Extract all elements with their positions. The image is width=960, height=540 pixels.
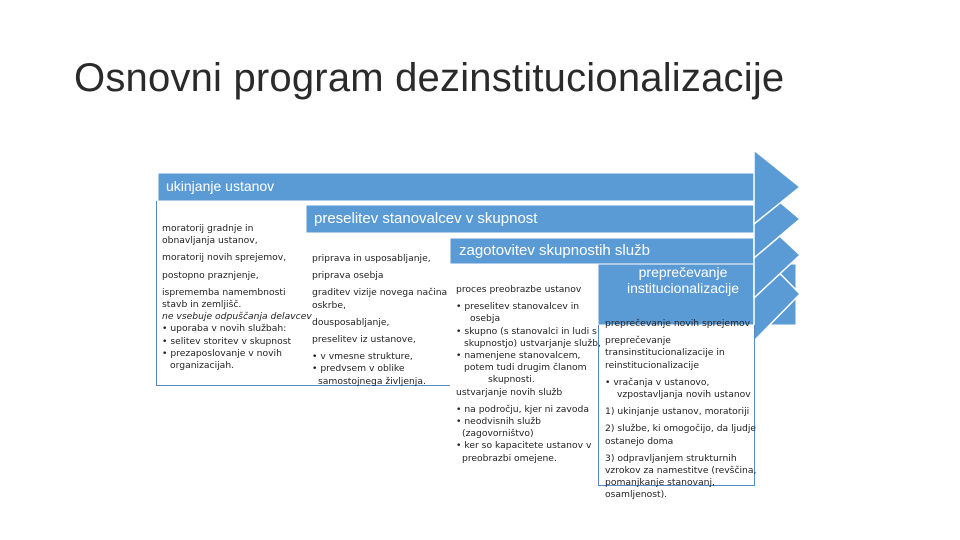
list-item: ustvarjanje novih služb: [456, 386, 563, 398]
list-item: potem tudi drugim članom: [464, 362, 587, 374]
list-item: skupnostjo) ustvarjanje služb,: [464, 337, 601, 349]
list-item: • vračanja v ustanovo,: [605, 376, 710, 388]
list-item: osebja: [470, 313, 501, 325]
list-item: vzpostavljanja novih ustanov: [617, 389, 751, 401]
list-item: isprememba namembnosti: [162, 286, 286, 298]
list-item: skupnosti.: [488, 374, 535, 386]
list-item: • namenjene stanovalcem,: [456, 350, 581, 362]
list-item: (zagovorništvo): [462, 428, 534, 440]
list-item: • na področju, kjer ni zavoda: [456, 403, 589, 415]
stage-label-2: preselitev stanovalcev v skupnost: [314, 210, 538, 227]
list-item: dousposabljanje,: [312, 316, 390, 328]
list-item: reinstitucionalizacije: [605, 359, 700, 371]
list-item: ne vsebuje odpuščanja delavcev: [162, 311, 312, 323]
list-item: organizacijah.: [170, 360, 235, 372]
list-item: • uporaba v novih službah:: [162, 323, 287, 335]
list-item: postopno praznjenje,: [162, 269, 259, 281]
stage-label-4: [598, 264, 768, 296]
list-item: moratorij gradnje in: [162, 223, 254, 234]
stage-label-3: zagotovitev skupnostih služb: [459, 242, 650, 259]
stage-3-details: [456, 284, 601, 465]
list-item: pomanjkanje stanovanj,: [605, 477, 715, 489]
list-item: samostojnega življenja.: [318, 375, 426, 387]
list-item: preprečevanje novih sprejemov: [605, 318, 751, 329]
list-item: oskrbe,: [312, 299, 346, 311]
stage-label-4-line-1: preprečevanje: [638, 264, 728, 280]
list-item: priprava in usposabljanje,: [312, 253, 431, 264]
list-item: moratorij novih sprejemov,: [162, 252, 287, 264]
list-item: 3) odpravljanjem strukturnih: [605, 452, 737, 464]
list-item: 1) ukinjanje ustanov, moratoriji: [605, 406, 750, 418]
list-item: • selitev storitev v skupnost: [162, 335, 292, 347]
list-item: proces preobrazbe ustanov: [456, 284, 582, 295]
stage-4-details: [605, 318, 756, 502]
list-item: osamljenost).: [605, 489, 668, 501]
list-item: stavb in zemljišč.: [162, 299, 242, 311]
list-item: preprečevanje: [605, 335, 671, 347]
list-item: • prezaposlovanje v novih: [162, 347, 282, 359]
list-item: graditev vizije novega načina: [312, 287, 448, 299]
list-item: • v vmesne strukture,: [312, 351, 413, 363]
list-item: priprava osebja: [312, 270, 384, 282]
list-item: • preselitev stanovalcev in: [456, 301, 580, 313]
list-item: • neodvisnih služb: [456, 416, 541, 428]
slide-title: Osnovni program dezinstitucionalizacije: [74, 56, 785, 100]
list-item: • predvsem v oblike: [312, 363, 405, 375]
list-item: preselitev iz ustanove,: [312, 334, 416, 346]
list-item: 2) službe, ki omogočijo, da ljudje: [605, 423, 757, 435]
list-item: • skupno (s stanovalci in ludi s: [456, 325, 597, 337]
stage-2-details: [312, 253, 447, 388]
list-item: vzrokov za namestitve (revščina,: [605, 465, 757, 477]
list-item: • ker so kapacitete ustanov v: [456, 440, 592, 452]
list-item: transinstitucionalizacije in: [605, 347, 725, 359]
list-item: preobrazbi omejene.: [462, 452, 557, 464]
stage-label-1: ukinjanje ustanov: [166, 178, 275, 194]
list-item: obnavljanja ustanov,: [162, 235, 258, 247]
list-item: ostanejo doma: [605, 435, 674, 447]
stage-1-details: [162, 223, 312, 372]
stage-label-4-line-2: institucionalizacije: [626, 280, 740, 296]
